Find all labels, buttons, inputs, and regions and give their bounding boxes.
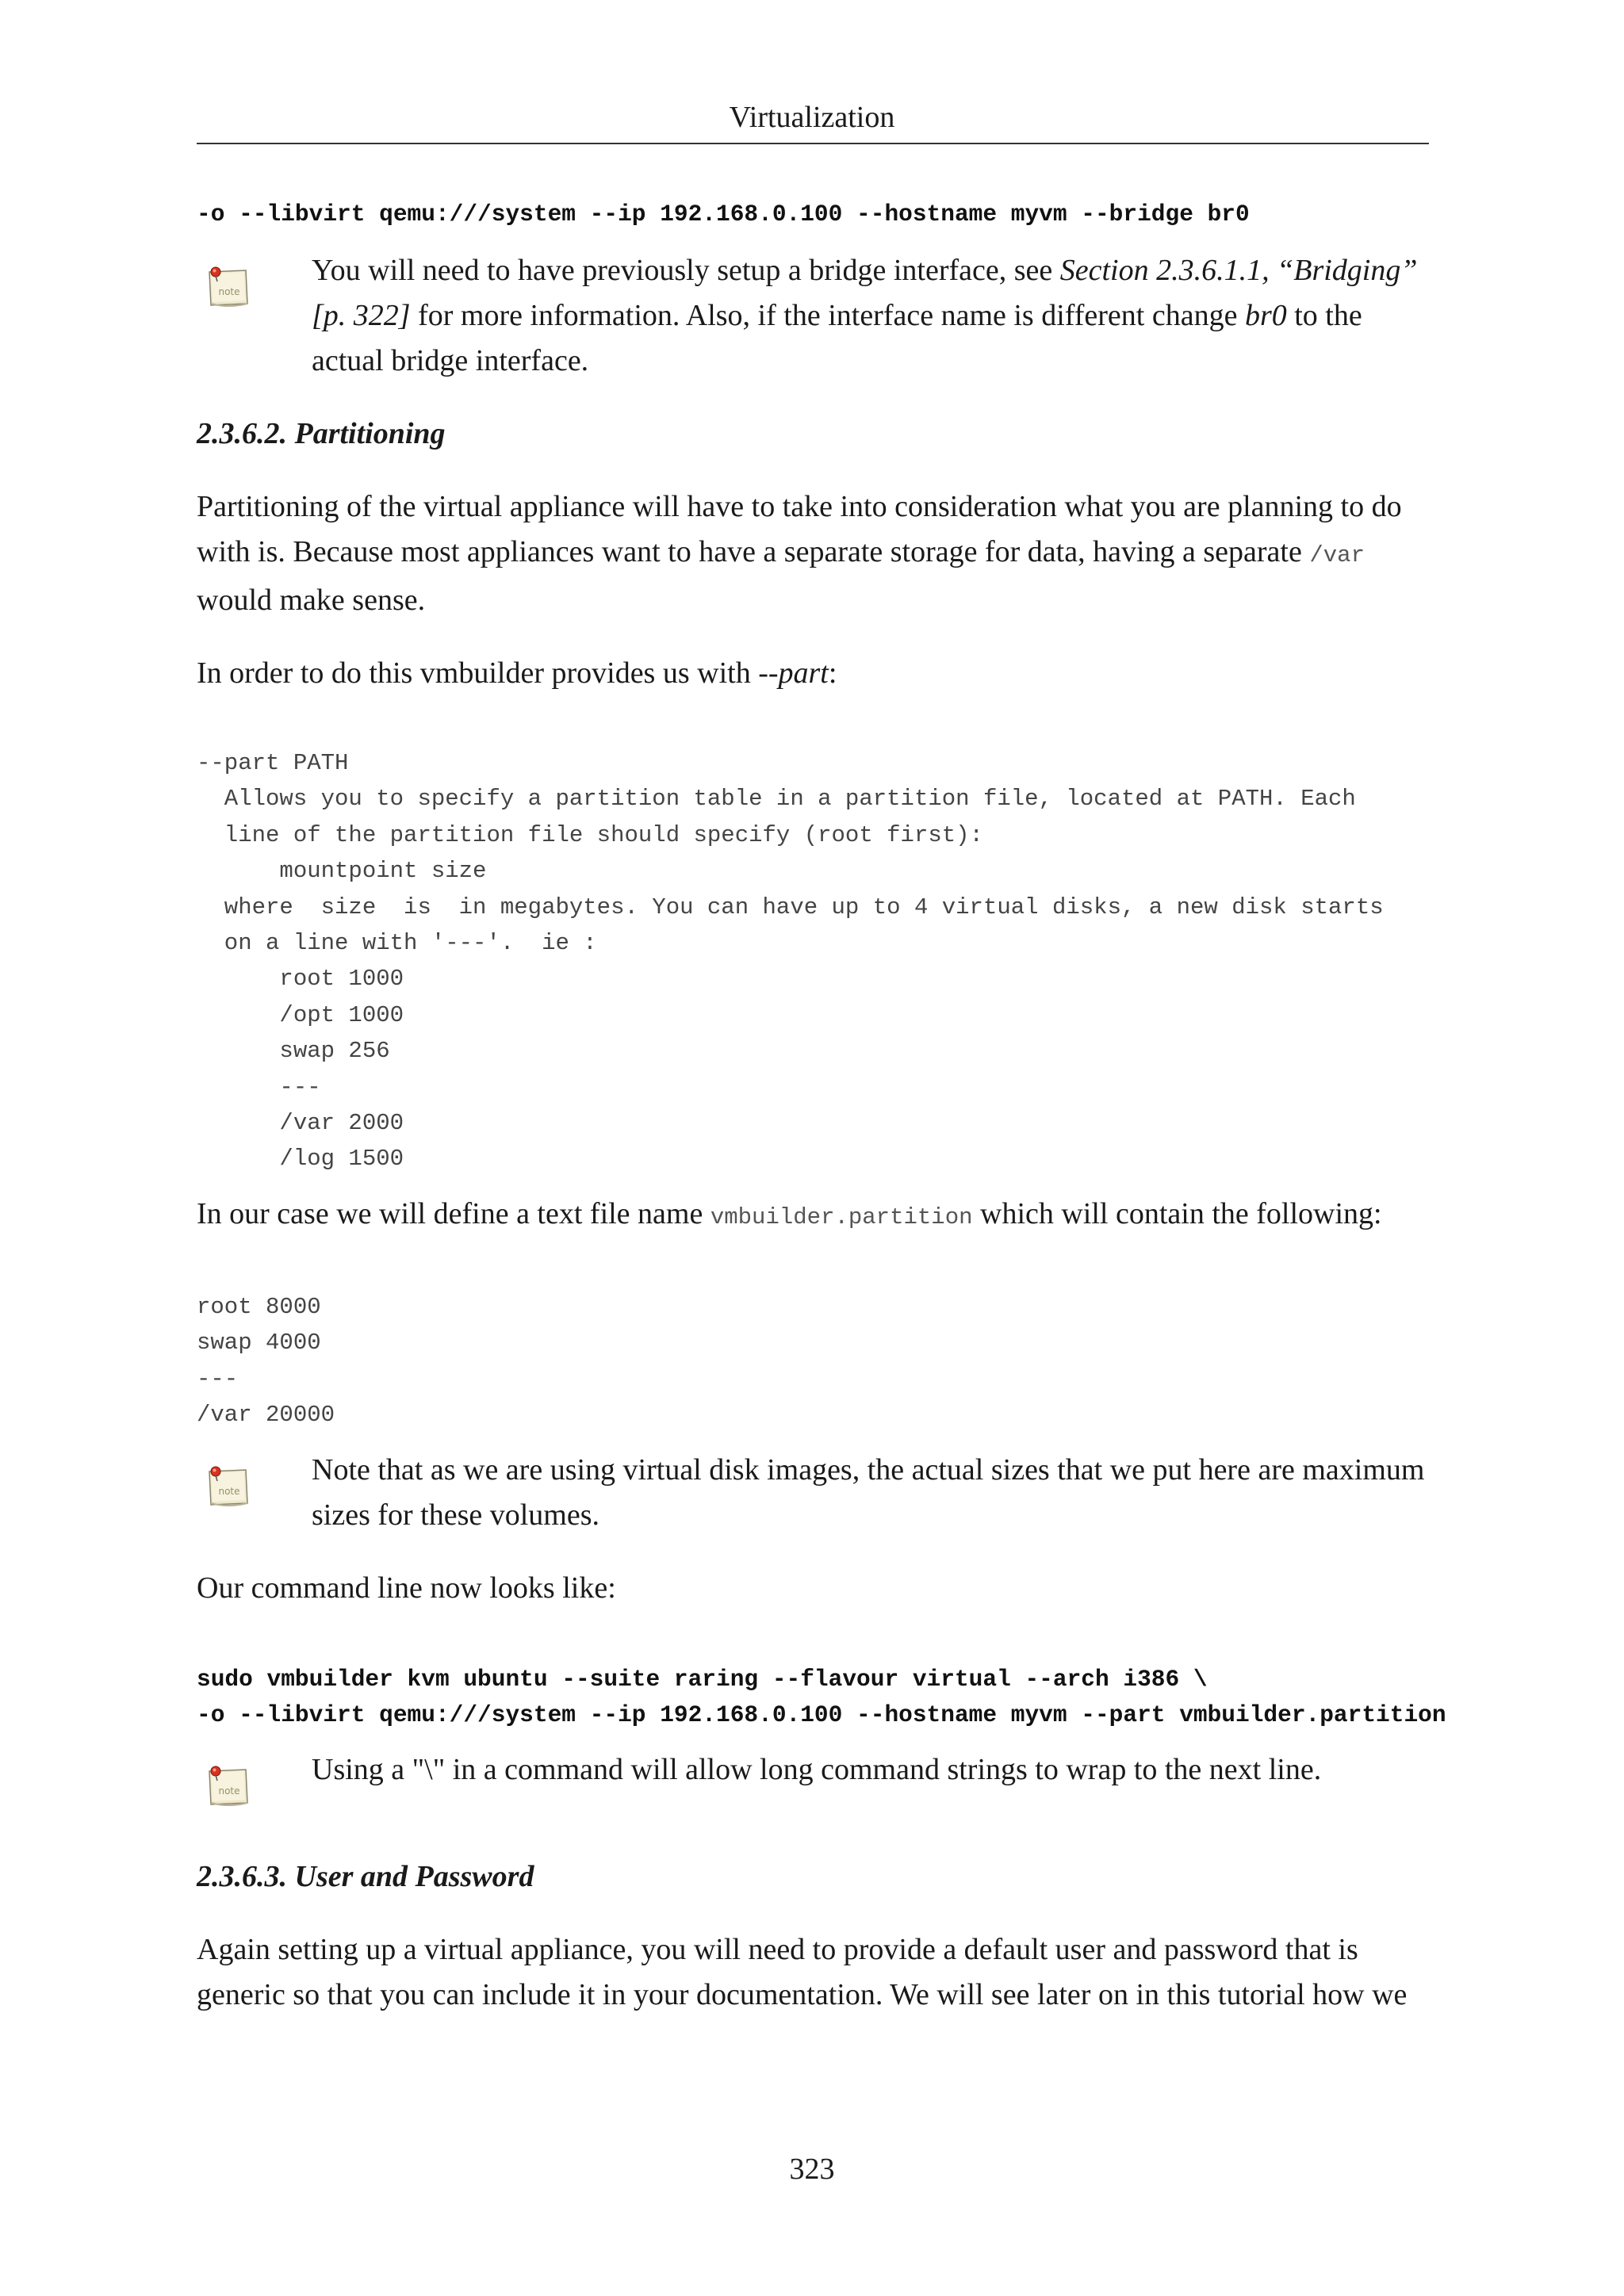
page-number: 323 — [789, 2152, 835, 2186]
header-rule — [197, 143, 1429, 144]
part-option-intro: In order to do this vmbuilder provides us with --part: — [197, 656, 837, 690]
line-wrap-note-text: Using a "\" in a command will allow long command strings to wrap to the next line. — [312, 1752, 1322, 1786]
partitioning-heading: 2.3.6.2. Partitioning — [197, 417, 446, 450]
full-vmbuilder-command: sudo vmbuilder kvm ubuntu --suite raring --flavour virtual --arch i386 \ -o --libvirt qemu:///system --ip 192.168.0.100 --hostname myvm --part vmbuilder.partition — [197, 1665, 1446, 1728]
note-icon — [205, 1763, 252, 1809]
partitioning-paragraph: Partitioning of the virtual appliance will have to take into consideration what you are planning to do with is. Because most appliances want to have a separate storage for data, having a separate /var would make sense. — [197, 490, 1402, 617]
sizes-note-text: Note that as we are using virtual disk images, the actual sizes that we put here are maximum sizes for these volumes. — [312, 1452, 1425, 1532]
user-password-heading: 2.3.6.3. User and Password — [197, 1859, 534, 1893]
running-header: Virtualization — [729, 101, 895, 134]
bridge-note — [197, 248, 1434, 384]
user-password-paragraph: Again setting up a virtual appliance, you will need to provide a default user and password that is generic so that you can include it in your documentation. We will see later on in this tutorial how we — [197, 1932, 1408, 2011]
line-wrap-note — [197, 1747, 1434, 1793]
sizes-note — [197, 1448, 1434, 1538]
command-line-intro: Our command line now looks like: — [197, 1571, 616, 1605]
partition-file-intro: In our case we will define a text file name vmbuilder.partition which will contain the following: — [197, 1196, 1382, 1230]
note-icon — [205, 1464, 252, 1510]
bridge-note-text: You will need to have previously setup a bridge interface, see Section 2.3.6.1.1, “Bridging” [p. 322] for more information. Also, if the interface name is different change br0 to the actual bridge interface. — [312, 254, 1418, 377]
note-icon — [205, 264, 252, 310]
bridging-section-link[interactable]: Section 2.3.6.1.1, “Bridging” [p. 322] — [312, 254, 1418, 332]
bridge-command-continuation: -o --libvirt qemu:///system --ip 192.168.0.100 --hostname myvm --bridge br0 — [197, 201, 1250, 228]
partition-file-contents: root 8000 swap 4000 --- /var 20000 — [197, 1293, 335, 1429]
part-option-help: --part PATH Allows you to specify a partition table in a partition file, located at PATH. Each line of the partition file should specify (root first): mountpoint size where size is in megabytes. You can have up to 4 virtual disks, a new disk starts on a line with '---'. ie : root 1000 /opt 1000 swap 256 --- /var 2000 /log 1500 — [197, 750, 1384, 1173]
page-content — [197, 187, 1446, 2018]
